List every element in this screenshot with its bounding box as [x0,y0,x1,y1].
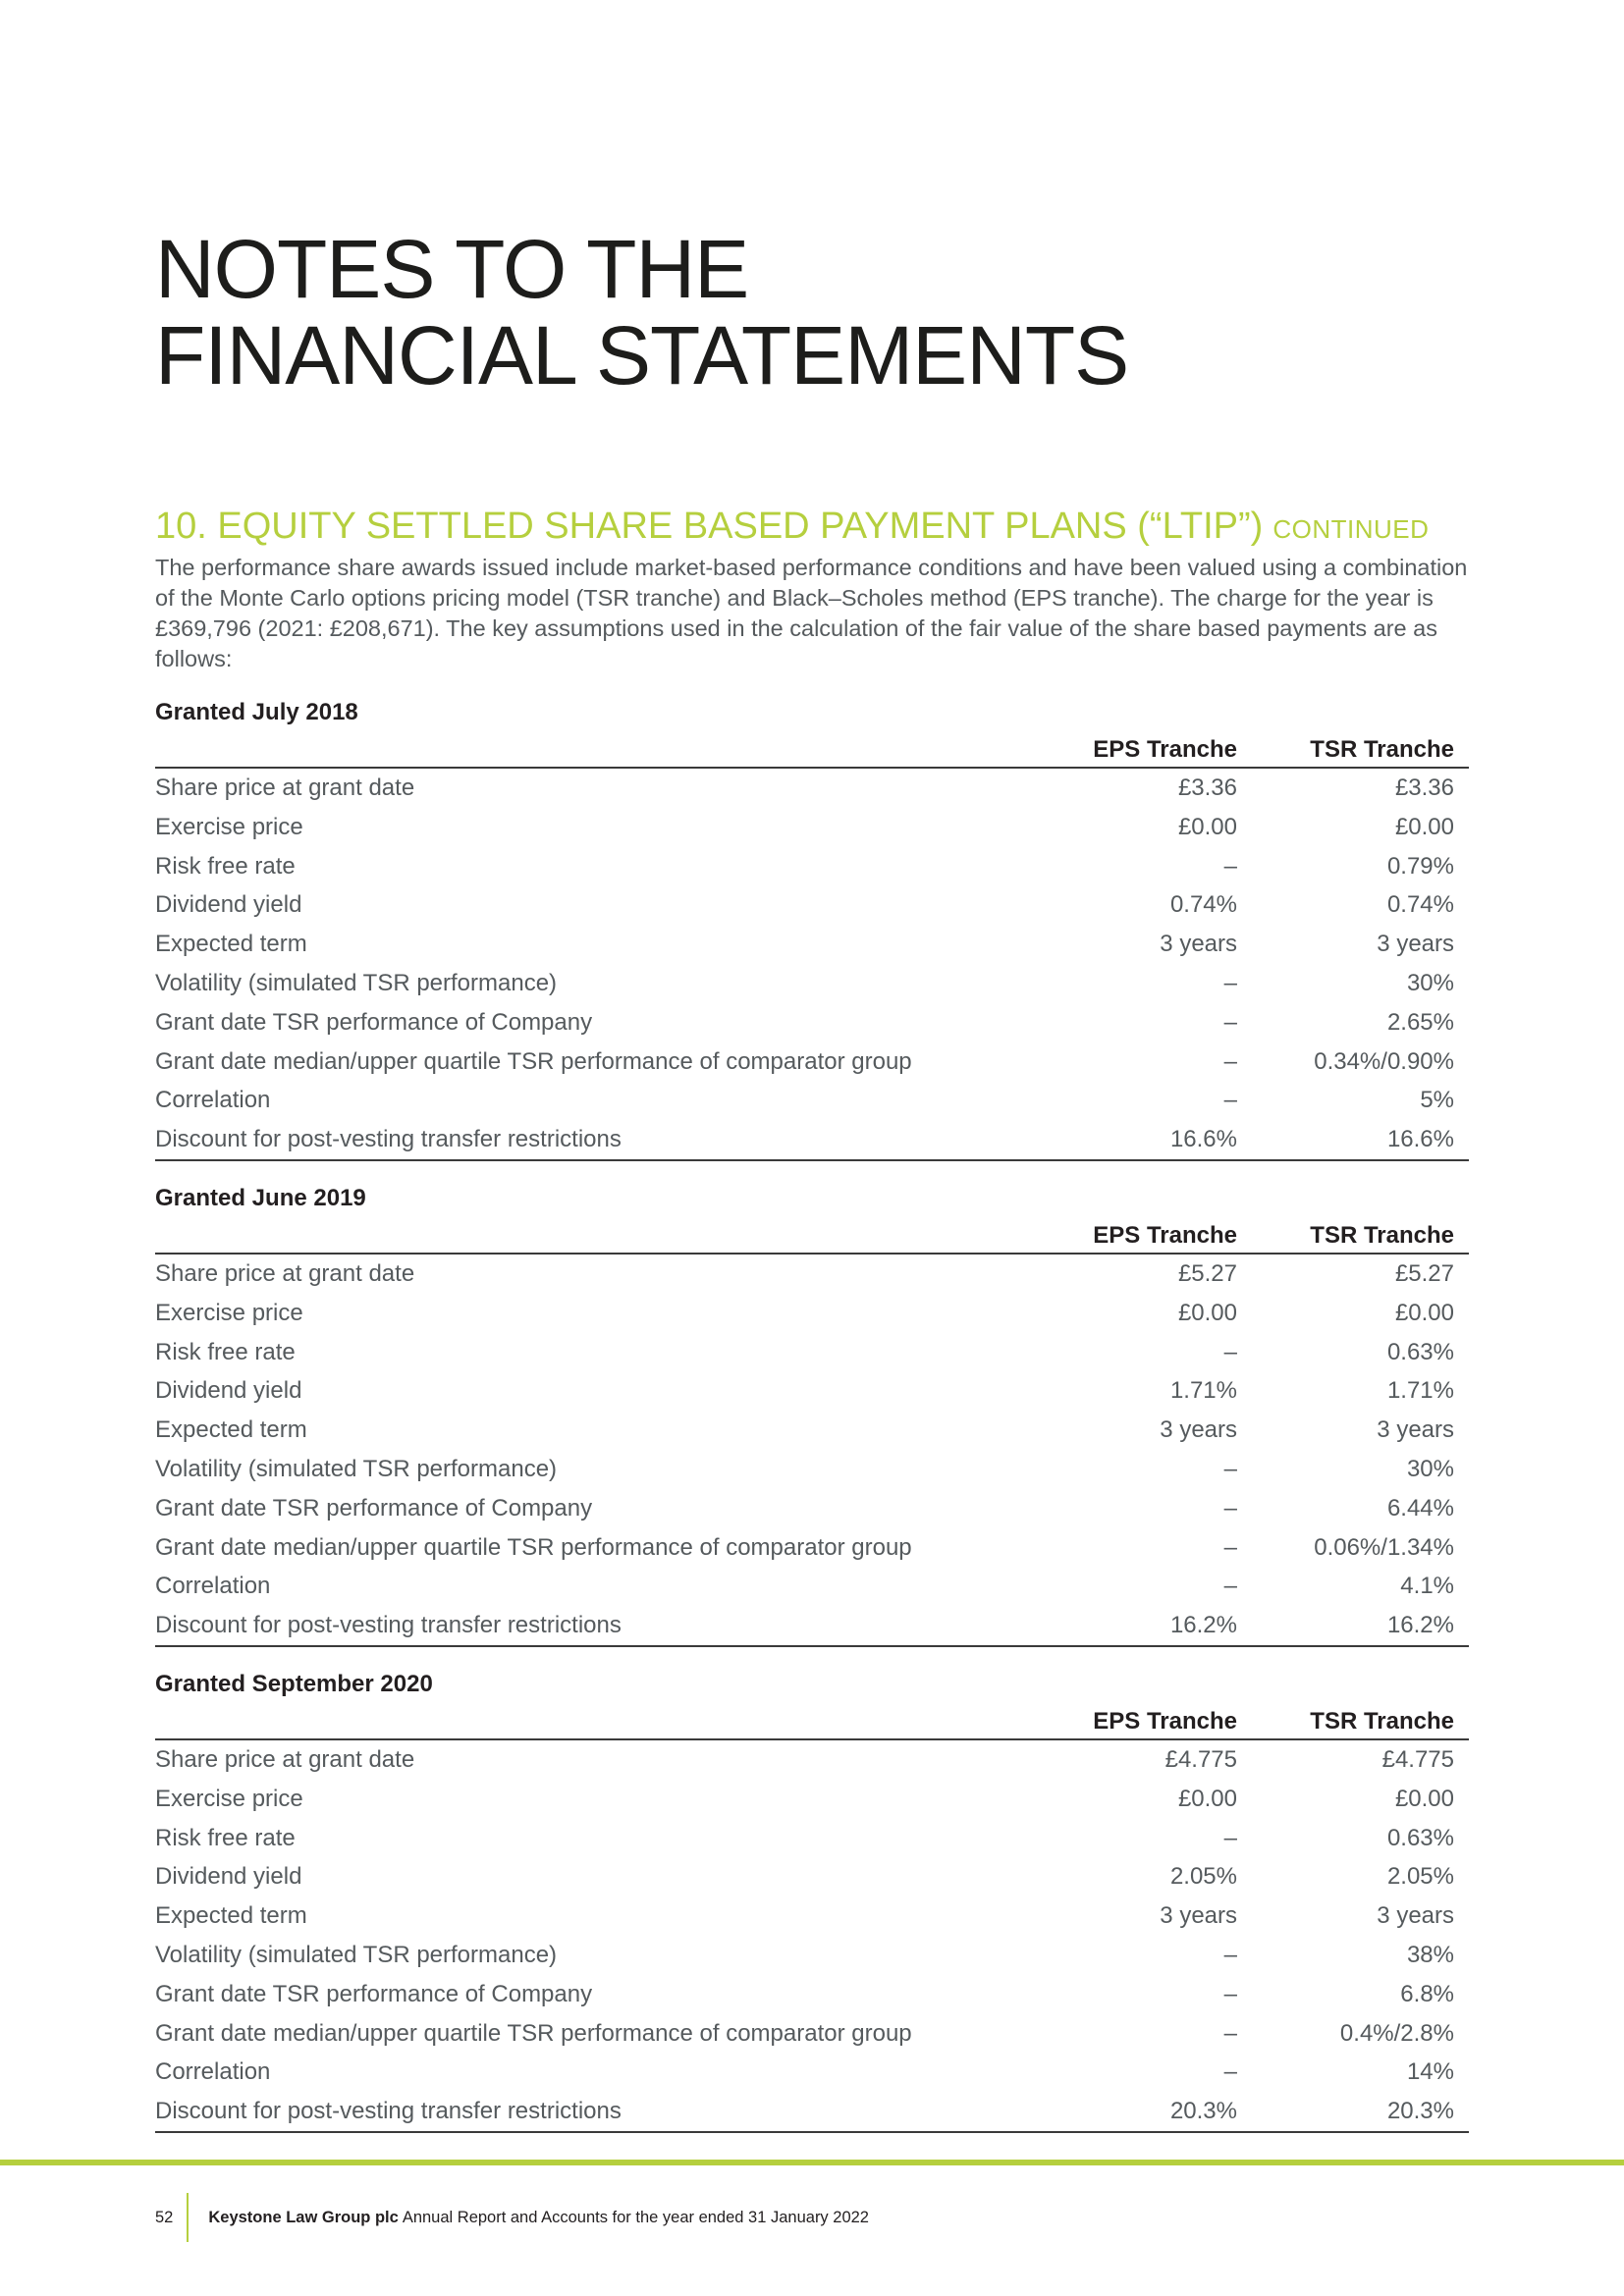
eps-value: – [1223,2019,1237,2047]
table-row [155,1975,1469,2014]
eps-value: – [1223,1455,1237,1482]
eps-value: 20.3% [1169,2098,1237,2125]
tsr-value: 4.1% [1400,1573,1454,1600]
table-row [155,1294,1469,1333]
eps-value: £0.00 [1177,813,1237,840]
row-label: Correlation [155,1573,271,1600]
tsr-column-header: TSR Tranche [1310,1708,1454,1735]
eps-value: – [1223,1573,1237,1600]
row-label: Grant date median/upper quartile TSR performance of comparator group [155,2019,912,2047]
eps-value: 3 years [1160,1902,1237,1930]
table-row [155,1489,1469,1528]
table-row [155,1740,1469,1780]
tsr-value: 38% [1406,1941,1454,1968]
tsr-value: 20.3% [1386,2098,1454,2125]
row-label: Risk free rate [155,852,296,880]
row-label: Exercise price [155,1785,303,1812]
tsr-value: 6.8% [1400,1980,1454,2007]
grant-table-july-2018 [155,693,1469,1161]
row-label: Exercise price [155,1299,303,1326]
eps-value: 0.74% [1169,891,1237,919]
table-body [155,1255,1469,1647]
tsr-value: 3 years [1377,1902,1454,1930]
footer-company: Keystone Law Group plc [208,2208,399,2226]
table-body [155,769,1469,1161]
eps-value: £5.27 [1177,1260,1237,1287]
table-row [155,1780,1469,1819]
table-row [155,1411,1469,1450]
table-row [155,2092,1469,2133]
row-label: Volatility (simulated TSR performance) [155,969,558,996]
section-heading-text: 10. EQUITY SETTLED SHARE BASED PAYMENT PLANS (“LTIP”) [155,506,1264,547]
eps-value: 16.2% [1169,1612,1237,1639]
row-label: Dividend yield [155,1377,302,1405]
eps-value: – [1223,2058,1237,2086]
row-label: Volatility (simulated TSR performance) [155,1455,558,1482]
tsr-value: 6.44% [1386,1494,1454,1522]
tsr-value: £0.00 [1394,1785,1454,1812]
row-label: Dividend yield [155,891,302,919]
table-row [155,808,1469,847]
tsr-value: 2.65% [1386,1008,1454,1036]
table-row [155,1255,1469,1294]
table-row [155,1333,1469,1372]
tsr-value: 1.71% [1386,1377,1454,1405]
eps-value: 2.05% [1169,1863,1237,1891]
row-label: Share price at grant date [155,1746,415,1773]
table-header [155,1704,1469,1740]
table-row [155,1081,1469,1120]
tsr-value: 0.06%/1.34% [1314,1533,1454,1561]
eps-value: – [1223,1824,1237,1851]
eps-column-header: EPS Tranche [1093,1708,1237,1735]
table-row [155,925,1469,964]
row-label: Exercise price [155,813,303,840]
tsr-value: 0.79% [1386,852,1454,880]
continued-label: CONTINUED [1272,514,1430,544]
table-row [155,1042,1469,1082]
page-footer [155,2193,869,2242]
tsr-value: 0.4%/2.8% [1339,2019,1454,2047]
tsr-value: 0.74% [1386,891,1454,919]
tsr-column-header: TSR Tranche [1310,736,1454,763]
row-label: Discount for post-vesting transfer restrictions [155,1126,622,1153]
table-header [155,1218,1469,1255]
grant-table-september-2020 [155,1665,1469,2133]
grant-table-june-2019 [155,1179,1469,1647]
eps-value: £3.36 [1177,774,1237,801]
footer-divider [187,2193,189,2242]
eps-value: 1.71% [1169,1377,1237,1405]
row-label: Grant date TSR performance of Company [155,1980,593,2007]
row-label: Correlation [155,2058,271,2086]
footer-rule [0,2160,1624,2165]
table-row [155,2014,1469,2054]
tsr-value: 0.34%/0.90% [1314,1047,1454,1075]
page-title-line-1: NOTES TO THE [155,223,749,315]
row-label: Share price at grant date [155,774,415,801]
row-label: Expected term [155,1416,307,1444]
table-row [155,1003,1469,1042]
tsr-value: 30% [1406,1455,1454,1482]
tsr-value: 0.63% [1386,1824,1454,1851]
intro-paragraph: The performance share awards issued include market-based performance conditions and have been valued using a combination of the Monte Carlo options pricing model (TSR tranche) and Black–Scholes method (EPS tranche). The charge for the year is £369,796 (2021: £208,671). The key assumptions used in the calculation of the fair value of the share based payments are as follows: [155,555,1468,671]
eps-column-header: EPS Tranche [1093,1222,1237,1249]
table-row [155,1936,1469,1975]
table-row [155,885,1469,925]
grant-title: Granted June 2019 [155,1185,366,1211]
section-heading [155,503,1429,553]
row-label: Grant date TSR performance of Company [155,1494,593,1522]
tsr-value: 30% [1406,969,1454,996]
eps-value: – [1223,1008,1237,1036]
table-body [155,1740,1469,2133]
row-label: Risk free rate [155,1338,296,1365]
table-row [155,2053,1469,2092]
eps-value: 3 years [1160,1416,1237,1444]
table-header [155,732,1469,769]
row-label: Correlation [155,1087,271,1114]
table-row [155,1606,1469,1647]
row-label: Share price at grant date [155,1260,415,1287]
eps-value: £0.00 [1177,1299,1237,1326]
tsr-value: £0.00 [1394,813,1454,840]
tsr-value: £3.36 [1394,774,1454,801]
header-label-spacer [155,1218,1011,1253]
eps-value: – [1223,969,1237,996]
eps-value: £0.00 [1177,1785,1237,1812]
tsr-value: 0.63% [1386,1338,1454,1365]
tsr-value: 3 years [1377,931,1454,958]
page-number: 52 [155,2208,174,2226]
eps-value: – [1223,1047,1237,1075]
eps-value: – [1223,852,1237,880]
eps-value: – [1223,1338,1237,1365]
row-label: Grant date median/upper quartile TSR performance of comparator group [155,1533,912,1561]
eps-value: £4.775 [1164,1746,1237,1773]
eps-value: – [1223,1980,1237,2007]
tsr-value: 3 years [1377,1416,1454,1444]
page-title-line-2: FINANCIAL STATEMENTS [155,309,1129,401]
table-row [155,847,1469,886]
row-label: Dividend yield [155,1863,302,1891]
footer-report-title: Annual Report and Accounts for the year ended 31 January 2022 [402,2208,869,2226]
row-label: Discount for post-vesting transfer restrictions [155,1612,622,1639]
eps-value: – [1223,1087,1237,1114]
table-row [155,1450,1469,1489]
eps-value: 3 years [1160,931,1237,958]
table-row [155,1120,1469,1161]
tsr-value: 2.05% [1386,1863,1454,1891]
row-label: Expected term [155,1902,307,1930]
row-label: Grant date TSR performance of Company [155,1008,593,1036]
table-row [155,1528,1469,1568]
row-label: Grant date median/upper quartile TSR performance of comparator group [155,1047,912,1075]
header-label-spacer [155,1704,1011,1738]
table-row [155,964,1469,1003]
eps-value: – [1223,1494,1237,1522]
row-label: Volatility (simulated TSR performance) [155,1941,558,1968]
table-row [155,769,1469,808]
table-row [155,1371,1469,1411]
tsr-value: 5% [1420,1087,1454,1114]
eps-value: 16.6% [1169,1126,1237,1153]
tsr-value: 16.6% [1386,1126,1454,1153]
table-row [155,1857,1469,1896]
row-label: Expected term [155,931,307,958]
tsr-value: £4.775 [1381,1746,1454,1773]
row-label: Risk free rate [155,1824,296,1851]
tsr-value: £5.27 [1394,1260,1454,1287]
tsr-column-header: TSR Tranche [1310,1222,1454,1249]
tsr-value: £0.00 [1394,1299,1454,1326]
header-label-spacer [155,732,1011,767]
eps-value: – [1223,1533,1237,1561]
tsr-value: 14% [1406,2058,1454,2086]
tsr-value: 16.2% [1386,1612,1454,1639]
table-row [155,1819,1469,1858]
table-row [155,1896,1469,1936]
grant-title: Granted September 2020 [155,1671,433,1697]
row-label: Discount for post-vesting transfer restrictions [155,2098,622,2125]
eps-value: – [1223,1941,1237,1968]
eps-column-header: EPS Tranche [1093,736,1237,763]
page-title [155,223,1129,401]
table-row [155,1567,1469,1606]
grant-title: Granted July 2018 [155,699,358,725]
